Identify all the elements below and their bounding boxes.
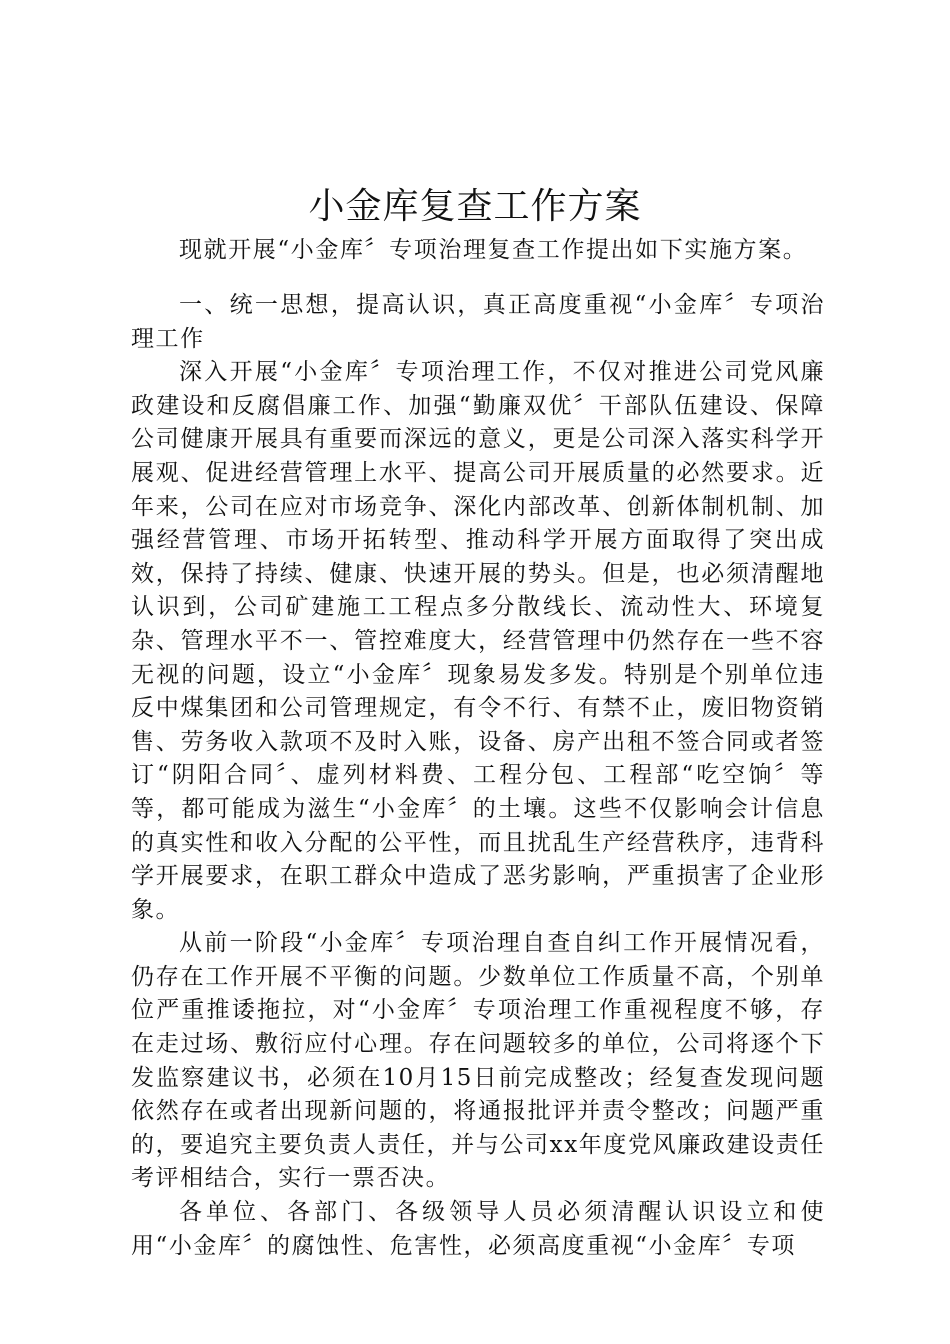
body-paragraph: 深入开展“小金库〞专项治理工作，不仅对推进公司党风廉政建设和反腐倡廉工作、加强“勤廉双优〞干部队伍建设、保障公司健康开展具有重要而深远的意义，更是公司深入落实科学开展观、促进经营管理上水平、提高公司开展质量的必然要求。近年来，公司在应对市场竞争、深化内部改革、创新体制机制、加强经营管理、市场开拓转型、推动科学开展方面取得了突出成效，保持了持续、健康、快速开展的势头。但是，也必须清醒地认识到，公司矿建施工工程点多分散线长、流动性大、环境复杂、管理水平不一、管控难度大，经营管理中仍然存在一些不容无视的问题，设立“小金库〞现象易发多发。特别是个别单位违反中煤集团和公司管理规定，有令不行、有禁不止，废旧物资销售、劳务收入款项不及时入账，设备、房产出租不签合同或者签订“阴阳合同〞、虚列材料费、工程分包、工程部“吃空饷〞等等，都可能成为滋生“小金库〞的土壤。这些不仅影响会计信息的真实性和收入分配的公平性，而且扰乱生产经营秩序，违背科学开展要求，在职工群众中造成了恶劣影响，严重损害了企业形象。 bbox=[131, 359, 825, 923]
body-paragraph: 各单位、各部门、各级领导人员必须清醒认识设立和使用“小金库〞的腐蚀性、危害性，必须高度重视“小金库〞专项 bbox=[131, 1199, 825, 1259]
document-title: 小金库复查工作方案 bbox=[308, 186, 642, 227]
body-paragraph: 从前一阶段“小金库〞专项治理自查自纠工作开展情况看，仍存在工作开展不平衡的问题。少数单位工作质量不高，个别单位严重推诿拖拉，对“小金库〞专项治理工作重视程度不够，存在走过场、敷衍应付心理。存在问题较多的单位，公司将逐个下发监察建议书，必须在10月15日前完成整改；经复查发现问题依然存在或者出现新问题的，将通报批评并责令整改；问题严重的，要追究主要负责人责任，并与公司xx年度党风廉政建设责任考评相结合，实行一票否决。 bbox=[131, 930, 825, 1192]
section-heading-1: 一、统一思想，提高认识，真正高度重视“小金库〞专项治理工作 bbox=[131, 292, 825, 352]
document-body bbox=[131, 233, 825, 1263]
intro-paragraph: 现就开展“小金库〞专项治理复查工作提出如下实施方案。 bbox=[179, 237, 808, 263]
